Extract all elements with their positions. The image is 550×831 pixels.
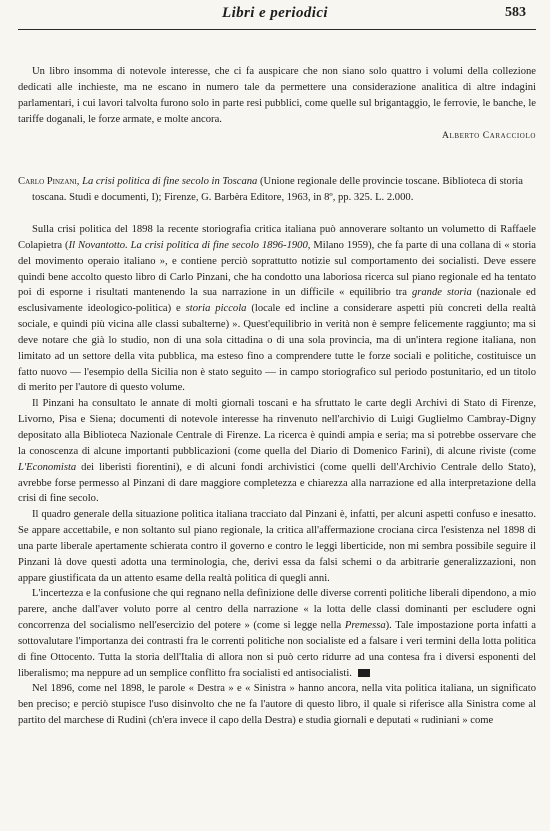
- review-paragraph-2: [18, 396, 536, 507]
- p1-storia-piccola: storia piccola: [185, 303, 247, 315]
- p1-text-c: (nazionale ed esclusivamente ideologico-politica) e: [18, 287, 536, 315]
- review-body: [18, 222, 536, 729]
- running-title: Libri e periodici: [222, 5, 328, 21]
- p4-text-b: ). Tale impostazione porta infatti a sottovalutare l'importanza dei contrasti fra le correnti politiche non socialiste ed a falsare i veri termini della lotta politica di fine Ottocento. Tutta la storia dell'Italia di allora non si può certo ridurre ad una contesa fra i diversi esponenti del liberalismo; ma neppure ad un semplice conflitto fra socialisti ed antisocialisti.: [18, 620, 536, 679]
- p1-text-d: (locale ed incline a considerare aspetti più concreti della realtà sociale, e quindi più vicina alle classi subalterne) ». Quest'equilibrio in verità non è sempre felicemente raggiunto; ma si deve notare che già lo studio, non di una sola cittadina o di una sola provincia, ma di un'intera regione italiana, non limitato ad un settore della vita pubblica, ma esteso fino a comprendere tutte le forze sociali e politiche, costituisce un fatto nuovo — l'esempio della Sicilia non è stato seguito — in campo storiografico sul periodo postunitario, ed un titolo di merito per l'autore di questo volume.: [18, 303, 536, 394]
- review-heading: [18, 174, 536, 206]
- book-author: Carlo Pinzani: [18, 176, 77, 187]
- bibliographic-entry: Carlo Pinzani, La crisi politica di fine secolo in Toscana (Unione regionale delle provincie toscane. Biblioteca di storia toscana. Studi e documenti, I); Firenze, G. Barbèra Editore, 1963, in 8º, pp. 325. L. 2.000.: [18, 176, 524, 203]
- closing-paragraph: Un libro insomma di notevole interesse, che ci fa auspicare che non siano solo quattro i volumi della collezione dedicati alle inchieste, ma ne escano in numero tale da permettere una considerazione analitica di altre indagini parlamentari, i cui lavori talvolta furono solo in parte resi pubblici, come quelle sul brigantaggio, le ferrovie, le banche, le tariffe doganali, le forze armate, e molte ancora.: [18, 66, 536, 125]
- p1-grande-storia: grande storia: [411, 287, 472, 299]
- reviewer-signature: Alberto Caracciolo: [441, 129, 536, 141]
- book-title: La crisi politica di fine secolo in Toscana: [82, 176, 258, 187]
- p2-text-a: Il Pinzani ha consultato le annate di molti giornali toscani e ha sfruttato le carte degli Archivi di Stato di Firenze, Livorno, Pisa e Siena; documenti di notevole interesse ha rinvenuto nell'archivio di Luigi Guglielmo Cambray-Digny depositato alla Biblioteca Nazionale Centrale di Firenze. La ricerca è quindi ampia e seria; ma si potrebbe osservare che la conoscenza di alcune importanti pubblicazioni (come quella del Diario di Domenico Farini), di alcune riviste (come: [18, 398, 536, 457]
- running-header: [0, 5, 550, 29]
- previous-review-ending: [18, 64, 536, 144]
- p1-cited-title: Il Novantotto. La crisi politica di fine secolo 1896-1900: [68, 239, 308, 251]
- review-paragraph-5: Nel 1896, come nel 1898, le parole « Destra » e « Sinistra » hanno ancora, nella vita politica italiana, un significato ben preciso; e perciò stupisce l'uso disinvolto che ne fa l'autore di questo libro, il quale si riferisce alla Sinistra come al partito del marchese di Rudinì (ch'era invece il capo della Destra) e studia giornali e deputati « rudiniani » come: [18, 683, 536, 727]
- review-paragraph-4: [18, 586, 536, 681]
- header-rule: [18, 29, 536, 30]
- ink-mark: [358, 669, 370, 677]
- p4-text-a: L'incertezza e la confusione che qui regnano nella definizione delle diverse correnti politiche liberali dipendono, a mio parere, anche dall'aver voluto porre al centro della narrazione « la lotta delle classi dominanti per escludere ogni concorrenza del socialismo nell'esercizio del potere » (come si legge nella: [18, 588, 536, 632]
- p2-text-b: dei liberisti fiorentini), e di alcuni fondi archivistici (come quelli dell'Archivio Centrale dello Stato), avrebbe forse permesso al Pinzani di dare maggiore completezza e chiarezza alla narrazione ed alla interpretazione della crisi di fine secolo.: [18, 461, 536, 505]
- p2-economista: L'Economista: [18, 461, 77, 473]
- p4-premessa: Premessa: [344, 620, 386, 632]
- p1-text-b: , Milano 1959), che fa parte di una collana di « storia del movimento operaio italiano », e contiene perciò soprattutto notizie sul comportamento dei socialisti. Deve essere quindi bene accolto questo libro di Carlo Pinzani, che ha condotto una laboriosa ricerca sul piano regionale ed ha tentato poi di esporne i risultati mantenendo la sua narrazione in un difficile « equilibrio tra: [18, 239, 536, 299]
- review-paragraph-1: [18, 222, 536, 396]
- page-number: 583: [505, 5, 526, 20]
- review-paragraph-3: Il quadro generale della situazione politica italiana tracciato dal Pinzani è, infatti, per alcuni aspetti confuso e inesatto. Se appare accettabile, e non soltanto sul piano regionale, la critica all'affermazione crociana circa l'esistenza nel 1898 di una parte liberale apertamente schierata contro il governo e contro le leggi liberticide, non mi sembra possibile seguire il Pinzani là dove questi adotta una terminologia, che, derivi essa da falsi schemi o da arbitrarie generalizzazioni, non appare giustificata da un attento esame della realtà politica di quegli anni.: [18, 509, 536, 584]
- book-citation: (Unione regionale delle provincie toscane. Biblioteca di storia toscana. Studi e documenti, I); Firenze, G. Barbèra Editore, 1963, in 8º, pp. 325. L. 2.000.: [32, 176, 524, 203]
- p1-text-a: Sulla crisi politica del 1898 la recente storiografia critica italiana può annoverare soltanto un volumetto di Raffaele Colapietra (: [18, 224, 536, 251]
